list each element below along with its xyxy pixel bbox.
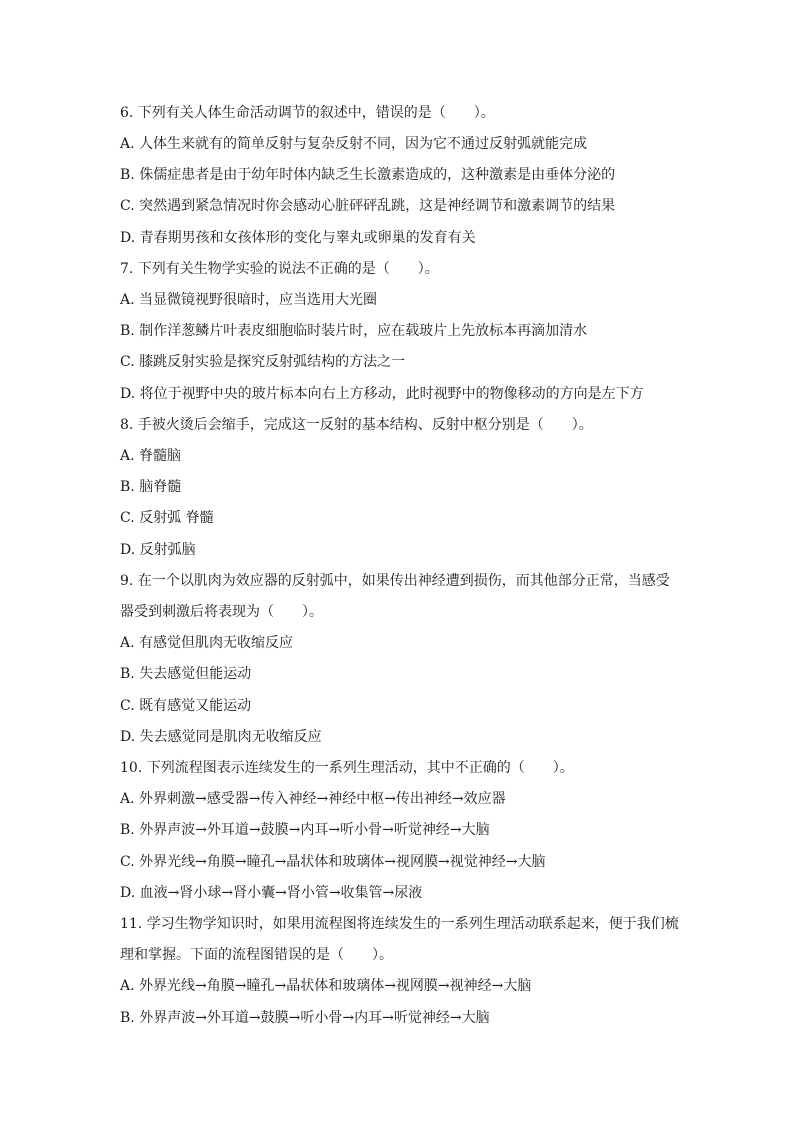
- question-6-option-d: D. 青春期男孩和女孩体形的变化与睾丸或卵巢的发育有关: [120, 230, 476, 246]
- question-8-option-c: C. 反射弧 脊髓: [120, 510, 214, 526]
- question-8-option-b: B. 脑脊髓: [120, 479, 182, 495]
- question-10-stem: 10. 下列流程图表示连续发生的一系列生理活动，其中不正确的（ ）。: [120, 760, 574, 776]
- question-11-stem-line-1: 11. 学习生物学知识时，如果用流程图将连续发生的一系列生理活动联系起来，便于我们梳: [120, 916, 679, 932]
- question-9-option-d: D. 失去感觉同是肌肉无收缩反应: [120, 729, 322, 745]
- question-9-option-b: B. 失去感觉但能运动: [120, 666, 252, 682]
- question-9-option-a: A. 有感觉但肌肉无收缩反应: [120, 635, 294, 651]
- question-11-option-a: A. 外界光线→角膜→瞳孔→晶状体和玻璃体→视网膜→视神经→大脑: [120, 978, 532, 994]
- question-11-option-b: B. 外界声波→外耳道→鼓膜→听小骨→内耳→听觉神经→大脑: [120, 1010, 490, 1026]
- question-6-option-b: B. 侏儒症患者是由于幼年时体内缺乏生长激素造成的，这种激素是由垂体分泌的: [120, 167, 616, 183]
- question-9-stem-line-1: 9. 在一个以肌肉为效应器的反射弧中，如果传出神经遭到损伤，而其他部分正常，当感受: [120, 573, 670, 589]
- question-7-option-b: B. 制作洋葱鳞片叶表皮细胞临时装片时，应在载玻片上先放标本再滴加清水: [120, 323, 588, 339]
- question-6-stem: 6. 下列有关人体生命活动调节的叙述中，错误的是（ ）。: [120, 105, 495, 121]
- question-10-option-b: B. 外界声波→外耳道→鼓膜→内耳→听小骨→听觉神经→大脑: [120, 822, 490, 838]
- question-10-option-a: A. 外界刺激→感受器→传入神经→神经中枢→传出神经→效应器: [120, 791, 506, 807]
- question-10-option-c: C. 外界光线→角膜→瞳孔→晶状体和玻璃体→视网膜→视觉神经→大脑: [120, 854, 546, 870]
- question-9-stem-line-2: 器受到刺激后将表现为（ ）。: [120, 604, 323, 620]
- question-7-stem: 7. 下列有关生物学实验的说法不正确的是（ ）。: [120, 261, 439, 277]
- question-8-option-d: D. 反射弧脑: [120, 542, 196, 558]
- question-11-stem-line-2: 理和掌握。下面的流程图错误的是（ ）。: [120, 947, 393, 963]
- question-7-option-c: C. 膝跳反射实验是探究反射弧结构的方法之一: [120, 354, 406, 370]
- question-8-option-a: A. 脊髓脑: [120, 448, 182, 464]
- question-7-option-d: D. 将位于视野中央的玻片标本向右上方移动，此时视野中的物像移动的方向是左下方: [120, 386, 644, 402]
- question-9-option-c: C. 既有感觉又能运动: [120, 698, 252, 714]
- question-7-option-a: A. 当显微镜视野很暗时，应当选用大光圈: [120, 292, 378, 308]
- question-8-stem: 8. 手被火烫后会缩手，完成这一反射的基本结构、反射中枢分别是（ ）。: [120, 417, 593, 433]
- question-6-option-a: A. 人体生来就有的简单反射与复杂反射不同，因为它不通过反射弧就能完成: [120, 136, 588, 152]
- question-10-option-d: D. 血液→肾小球→肾小囊→肾小管→收集管→尿液: [120, 885, 423, 901]
- question-6-option-c: C. 突然遇到紧急情况时你会感动心脏砰砰乱跳，这是神经调节和激素调节的结果: [120, 198, 616, 214]
